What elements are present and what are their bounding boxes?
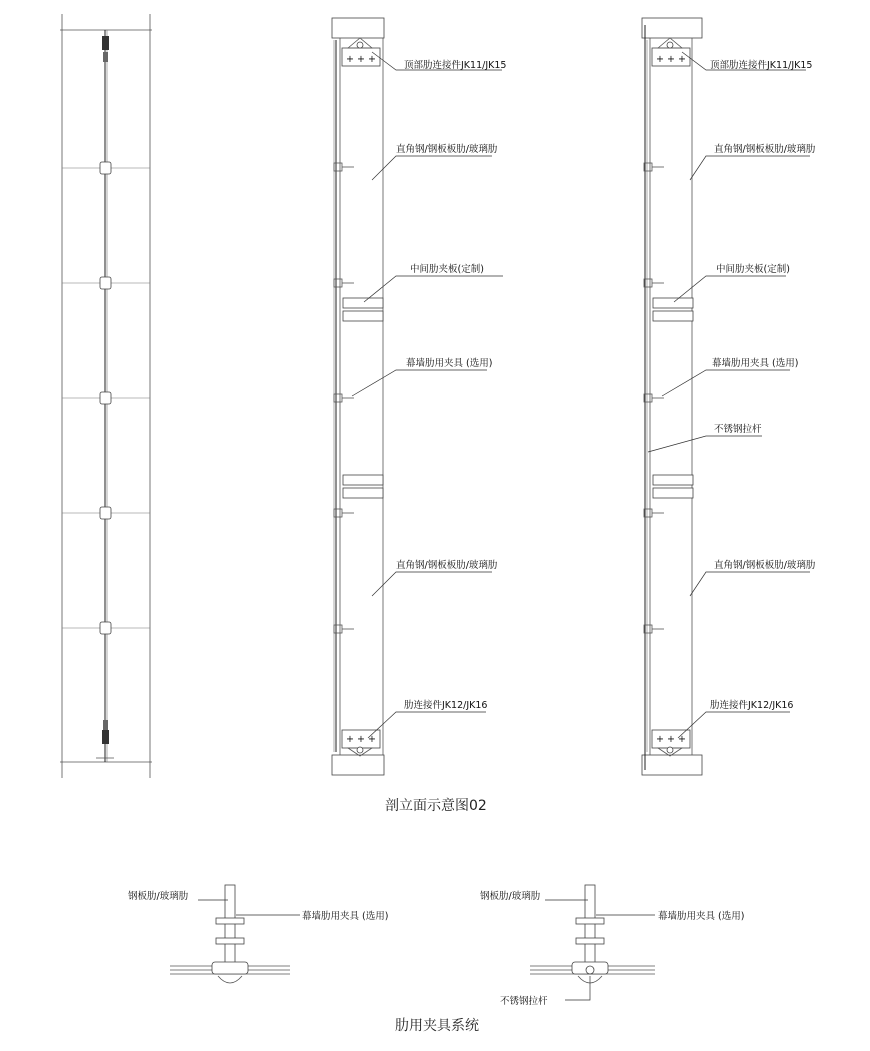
section-a xyxy=(332,18,503,775)
label-stainless-rod-b: 不锈钢拉杆 xyxy=(714,424,762,435)
label-rib-types-b1: 直角钢/钢板板肋/玻璃肋 xyxy=(714,144,816,155)
caption-clamp-system: 肋用夹具系统 xyxy=(395,1018,479,1034)
label-rib-types-a2: 直角钢/钢板板肋/玻璃肋 xyxy=(396,560,498,571)
section-b xyxy=(642,18,813,775)
caption-section-elevation: 剖立面示意图02 xyxy=(385,798,487,814)
label-middle-splice-a: 中间肋夹板(定制) xyxy=(410,264,484,275)
label-steel-glass-rib-c: 钢板肋/玻璃肋 xyxy=(128,891,189,902)
svg-text:+ + +: + + + xyxy=(346,54,376,65)
clamp-detail-b xyxy=(530,885,655,1000)
label-steel-glass-rib-d: 钢板肋/玻璃肋 xyxy=(480,891,541,902)
clamp-detail-a xyxy=(170,885,300,983)
svg-text:+ + +: + + + xyxy=(656,54,686,65)
label-curtain-clamp-d: 幕墙肋用夹具 (选用) xyxy=(658,911,745,922)
label-top-connector-b: 顶部肋连接件JK11/JK15 xyxy=(710,60,813,71)
label-curtain-clamp-c: 幕墙肋用夹具 (选用) xyxy=(302,911,389,922)
svg-text:+ + +: + + + xyxy=(656,734,686,745)
label-rib-connector-a: 肋连接件JK12/JK16 xyxy=(404,700,488,711)
label-middle-splice-b: 中间肋夹板(定制) xyxy=(716,264,790,275)
front-elevation xyxy=(60,14,152,778)
label-top-connector-a: 顶部肋连接件JK11/JK15 xyxy=(404,60,507,71)
label-curtain-clamp-b: 幕墙肋用夹具 (选用) xyxy=(712,358,799,369)
svg-text:+ + +: + + + xyxy=(346,734,376,745)
label-curtain-clamp-a: 幕墙肋用夹具 (选用) xyxy=(406,358,493,369)
label-rib-types-a1: 直角钢/钢板板肋/玻璃肋 xyxy=(396,144,498,155)
label-rib-connector-b: 肋连接件JK12/JK16 xyxy=(710,700,794,711)
label-stainless-rod-d: 不锈钢拉杆 xyxy=(500,996,548,1007)
label-rib-types-b2: 直角钢/钢板板肋/玻璃肋 xyxy=(714,560,816,571)
